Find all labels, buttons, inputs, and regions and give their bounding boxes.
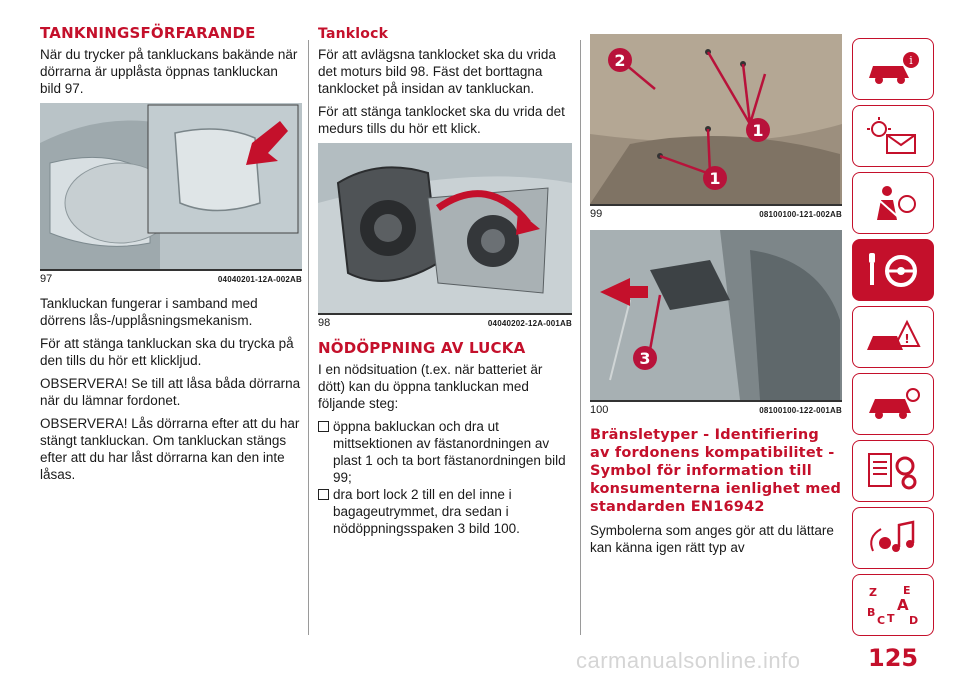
figure-97-image xyxy=(40,103,302,269)
tab-starting-driving[interactable] xyxy=(852,239,934,301)
watermark: carmanualsonline.info xyxy=(576,648,801,673)
column-1 xyxy=(40,24,302,489)
tab-car-info[interactable] xyxy=(852,38,934,100)
page-number: 125 xyxy=(868,644,919,672)
note-paragraph: OBSERVERA! Se till att låsa båda dörrarna när du lämnar fordonet. xyxy=(40,376,301,408)
svg-text:T: T xyxy=(887,612,895,625)
paragraph: I en nödsituation (t.ex. när batteriet är dött) kan du öppna tankluckan med följande steg: xyxy=(318,362,543,411)
list-item xyxy=(318,418,572,486)
tab-safety[interactable] xyxy=(852,172,934,234)
callout-label: 1 xyxy=(752,121,764,140)
checkbox-bullet-icon xyxy=(318,421,329,432)
warning-lights-icon xyxy=(863,115,923,157)
callout-label: 2 xyxy=(614,51,626,70)
paragraph: För att avlägsna tanklocket ska du vrida det moturs bild 98. Fäst det borttagna tanklocket på insidan av tankluckan. xyxy=(318,47,556,96)
seatbelt-airbag-icon xyxy=(863,182,923,224)
figure-99-caption xyxy=(590,204,842,220)
figure-number: 98 xyxy=(318,317,331,329)
svg-text:E: E xyxy=(903,584,911,597)
multimedia-icon xyxy=(863,517,923,559)
tab-maintenance[interactable] xyxy=(852,373,934,435)
paragraph: För att stänga tankluckan ska du trycka på den tills du hör ett klickljud. xyxy=(40,336,294,368)
list-item-text: öppna bakluckan och dra ut mittsektionen av fästanordningen av plast 1 och ta bort fästanordningen bild 99; xyxy=(333,419,566,485)
column-3 xyxy=(590,34,842,562)
tab-warning-lights[interactable] xyxy=(852,105,934,167)
paragraph: För att stänga tanklocket ska du vrida det medurs tills du hör ett klick. xyxy=(318,104,565,136)
figure-99-image xyxy=(590,34,842,204)
svg-text:A: A xyxy=(897,596,909,614)
intro-paragraph: När du trycker på tankluckans bakände när dörrarna är upplåsta öppnas tankluckan bild 97. xyxy=(40,47,298,96)
figure-98-image xyxy=(318,143,572,313)
section-heading: TANKNINGSFÖRFARANDE xyxy=(40,24,256,42)
figure-code: 08100100-121-002AB xyxy=(759,210,842,219)
svg-text:D: D xyxy=(909,614,919,627)
column-divider xyxy=(308,40,309,635)
key-steering-wheel-icon xyxy=(863,249,923,291)
specs-gears-icon xyxy=(863,450,923,492)
figure-98-caption xyxy=(318,313,572,329)
figure-100-image xyxy=(590,230,842,400)
section-heading: NÖDÖPPNING AV LUCKA xyxy=(318,339,526,357)
figure-code: 04040202-12A-001AB xyxy=(487,319,572,328)
section-heading: Bränsletyper - Identifiering av fordonens kompatibilitet - Symbol för information till konsumenterna ienlighet med standarden EN16942 xyxy=(590,427,842,515)
svg-text:Z: Z xyxy=(869,586,877,599)
callout-label: 1 xyxy=(709,169,721,188)
callout-label: 3 xyxy=(639,349,651,368)
car-info-icon xyxy=(863,48,923,90)
note-paragraph: OBSERVERA! Lås dörrarna efter att du har stängt tankluckan. Om tankluckan stängs efter att du har låst dörrarna kan den inte låsas. xyxy=(40,416,300,482)
svg-text:C: C xyxy=(877,614,886,627)
column-2 xyxy=(318,26,572,537)
tab-emergency[interactable] xyxy=(852,306,934,368)
figure-97-caption xyxy=(40,269,302,285)
figure-number: 99 xyxy=(590,208,603,220)
svg-text:!: ! xyxy=(904,332,910,346)
paragraph: Symbolerna som anges gör att du lättare kan känna igen rätt typ av xyxy=(590,523,834,555)
paragraph: Tankluckan fungerar i samband med dörrens lås-/upplåsningsmekanism. xyxy=(40,296,258,328)
road-warning-icon xyxy=(863,316,923,358)
tab-technical-data[interactable] xyxy=(852,440,934,502)
svg-text:i: i xyxy=(909,54,913,67)
list-item-text: dra bort lock 2 till en del inne i bagageutrymmet, dra sedan i nödöppningsspaken 3 bild 100. xyxy=(333,487,520,536)
column-divider xyxy=(580,40,581,635)
tab-index[interactable] xyxy=(852,574,934,636)
list-item xyxy=(318,486,572,537)
figure-100-caption xyxy=(590,400,842,416)
alphabet-index-icon xyxy=(863,582,923,628)
figure-number: 100 xyxy=(590,404,609,416)
figure-number: 97 xyxy=(40,273,53,285)
figure-code: 08100100-122-001AB xyxy=(759,406,842,415)
tab-multimedia[interactable] xyxy=(852,507,934,569)
subsection-heading: Tanklock xyxy=(318,26,389,42)
car-service-icon xyxy=(863,383,923,425)
figure-code: 04040201-12A-002AB xyxy=(217,275,302,284)
svg-text:B: B xyxy=(867,606,876,619)
checkbox-bullet-icon xyxy=(318,489,329,500)
chapter-tabs xyxy=(852,38,938,641)
